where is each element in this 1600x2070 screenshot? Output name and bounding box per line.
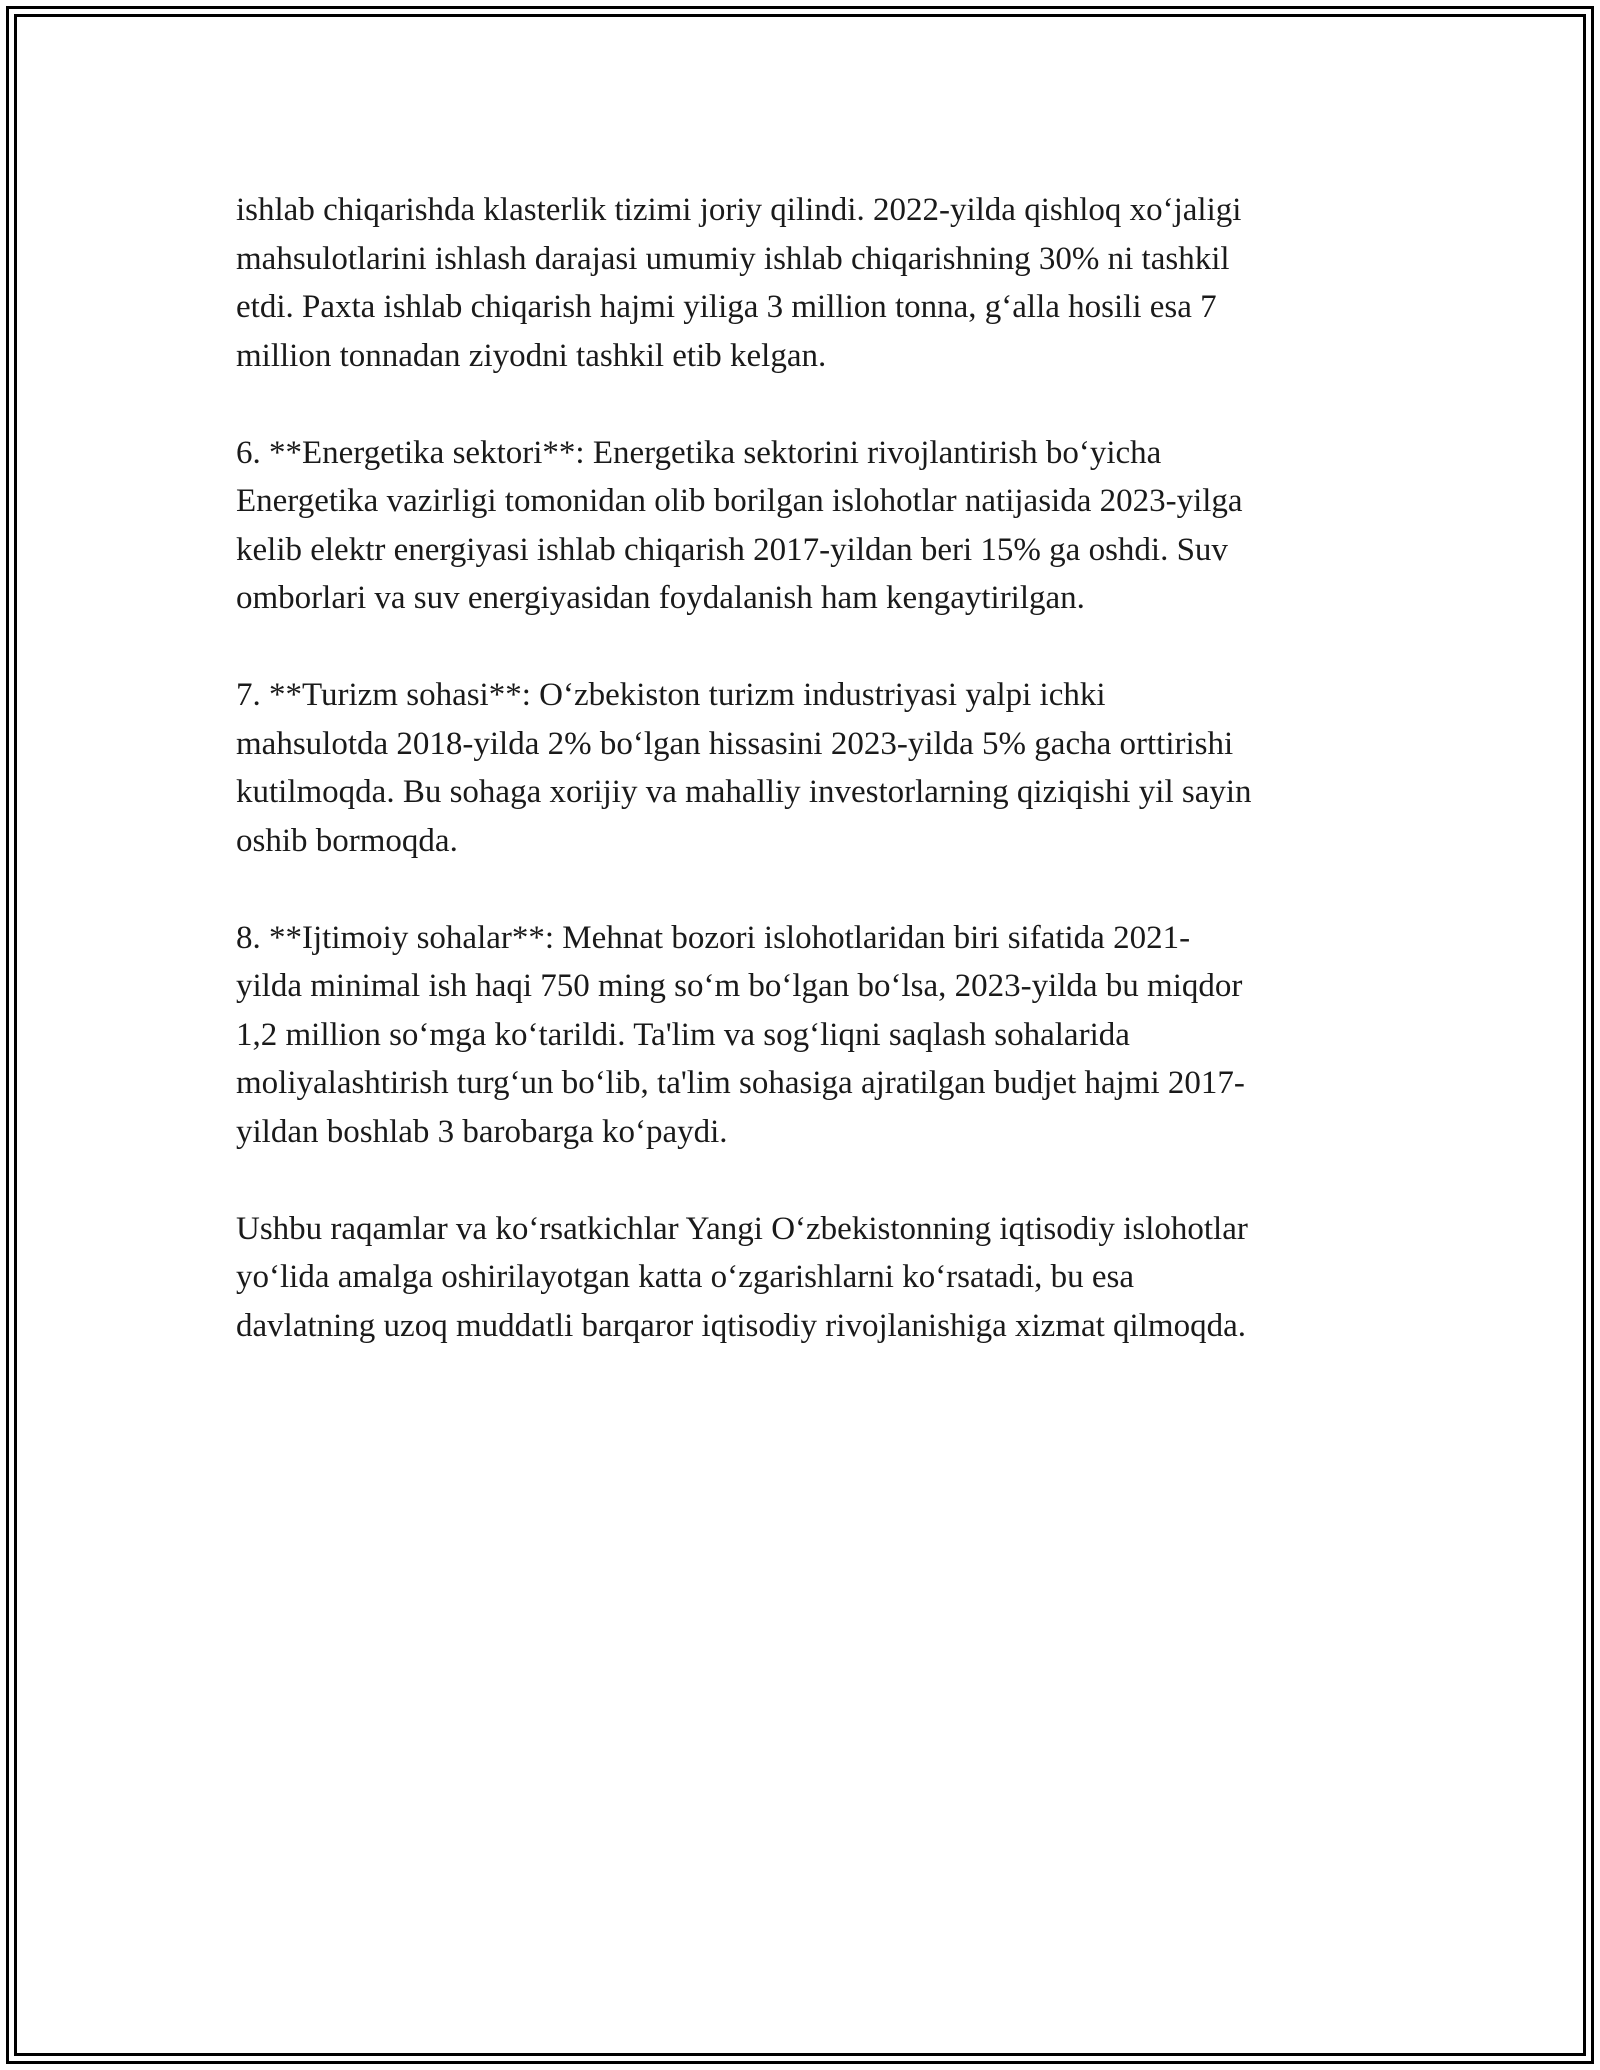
paragraph-conclusion: Ushbu raqamlar va ko‘rsatkichlar Yangi O‘zbekistonning iqtisodiy islohotlar yo‘lida amalga oshirilayotgan katta o‘zgarishlarni ko‘rsatadi, bu esa davlatning uzoq muddatli barqaror iqtisodiy rivojlanishiga xizmat qilmoqda. bbox=[236, 1210, 1248, 1344]
paragraph-tourism: 7. **Turizm sohasi**: O‘zbekiston turizm industriyasi yalpi ichki mahsulotda 2018-yilda 2% bo‘lgan hissasini 2023-yilda 5% gacha orttirishi kutilmoqda. Bu sohaga xorijiy va mahalliy investorlarning qiziqishi yil sayin oshib bormoqda. bbox=[236, 677, 1252, 859]
document-body bbox=[236, 186, 1376, 1399]
paragraph-social-sectors: 8. **Ijtimoiy sohalar**: Mehnat bozori islohotlaridan biri sifatida 2021- yilda minimal ish haqi 750 ming so‘m bo‘lgan bo‘lsa, 2023-yilda bu miqdor 1,2 million so‘mga ko‘tarildi. Ta'lim va sog‘liqni saqlash sohalarida moliyalashtirish turg‘un bo‘lib, ta'lim sohasiga ajratilgan budjet hajmi 2017- yildan boshlab 3 barobarga ko‘paydi. bbox=[236, 919, 1245, 1150]
paragraph-energy-sector: 6. **Energetika sektori**: Energetika sektorini rivojlantirish bo‘yicha Energetika vazirligi tomonidan olib borilgan islohotlar natijasida 2023-yilga kelib elektr energiyasi ishlab chiqarish 2017-yildan beri 15% ga oshdi. Suv omborlari va suv energiyasidan foydalanish ham kengaytirilgan. bbox=[236, 434, 1243, 616]
paragraph-agriculture-continuation: ishlab chiqarishda klasterlik tizimi joriy qilindi. 2022-yilda qishloq xo‘jaligi mahsulotlarini ishlash darajasi umumiy ishlab chiqarishning 30% ni tashkil etdi. Paxta ishlab chiqarish hajmi yiliga 3 million tonna, g‘alla hosili esa 7 million tonnadan ziyodni tashkil etib kelgan. bbox=[236, 192, 1242, 374]
